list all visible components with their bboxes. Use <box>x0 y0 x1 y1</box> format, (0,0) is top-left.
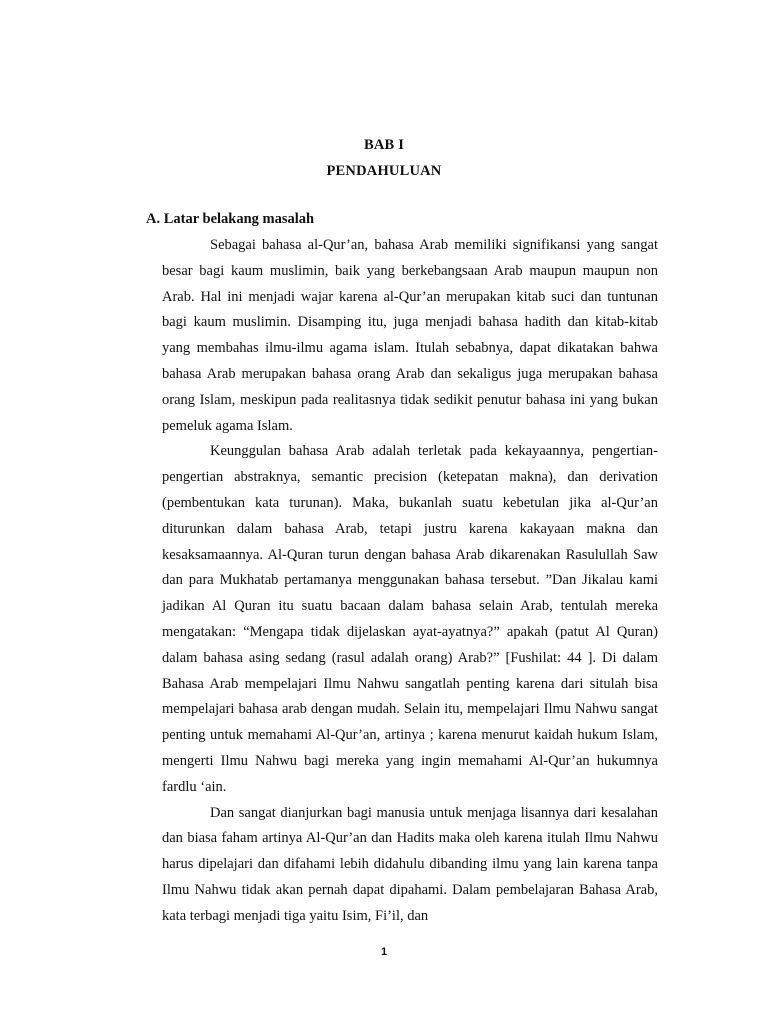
body-text <box>162 233 658 930</box>
page-number: 1 <box>380 946 388 958</box>
chapter-title: PENDAHULUAN <box>326 163 442 179</box>
section-heading: A. Latar belakang masalah <box>146 211 315 227</box>
paragraph: Keunggulan bahasa Arab adalah terletak pada kekayaannya, pengertian-pengertian abstraknya, semantic precision (ketepatan makna), dan derivation (pembentukan kata turunan). Maka, bukanlah suatu kebetulan jika al-Qur’an diturunkan dalam bahasa Arab, tetapi justru karena kakayaan makna dan kesaksamaannya. Al-Quran turun dengan bahasa Arab dikarenakan Rasulullah Saw dan para Mukhatab pertamanya menggunakan bahasa tersebut. ”Dan Jikalau kami jadikan Al Quran itu suatu bacaan dalam bahasa selain Arab, tentulah mereka mengatakan: “Mengapa tidak dijelaskan ayat-ayatnya?” apakah (patut Al Quran) dalam bahasa asing sedang (rasul adalah orang) Arab?” [Fushilat: 44 ]. Di dalam Bahasa Arab mempelajari Ilmu Nahwu sangatlah penting karena dari situlah bisa mempelajari bahasa arab dengan mudah. Selain itu, mempelajari Ilmu Nahwu sangat penting untuk memahami Al-Qur’an, artinya ; karena menurut kaidah hukum Islam, mengerti Ilmu Nahwu bagi mereka yang ingin memahami Al-Qur’an hukumnya fardlu ‘ain. <box>162 443 658 795</box>
chapter-number: BAB I <box>363 137 405 153</box>
paragraph: Dan sangat dianjurkan bagi manusia untuk menjaga lisannya dari kesalahan dan biasa faham artinya Al-Qur’an dan Hadits maka oleh karena itulah Ilmu Nahwu harus dipelajari dan difahami lebih didahulu dibanding ilmu yang lain karena tanpa Ilmu Nahwu tidak akan pernah dapat dipahami. Dalam pembelajaran Bahasa Arab, kata terbagi menjadi tiga yaitu Isim, Fi’il, dan <box>162 804 658 924</box>
paragraph: Sebagai bahasa al-Qur’an, bahasa Arab memiliki signifikansi yang sangat besar bagi kaum muslimin, baik yang berkebangsaan Arab maupun maupun non Arab. Hal ini menjadi wajar karena al-Qur’an merupakan kitab suci dan tuntunan bagi kaum muslimin. Disamping itu, juga menjadi bahasa hadith dan kitab-kitab yang membahas ilmu-ilmu agama islam. Itulah sebabnya, dapat dikatakan bahwa bahasa Arab merupakan bahasa orang Arab dan sekaligus juga merupakan bahasa orang Islam, meskipun pada realitasnya tidak sedikit penutur bahasa ini yang bukan pemeluk agama Islam. <box>162 237 658 434</box>
